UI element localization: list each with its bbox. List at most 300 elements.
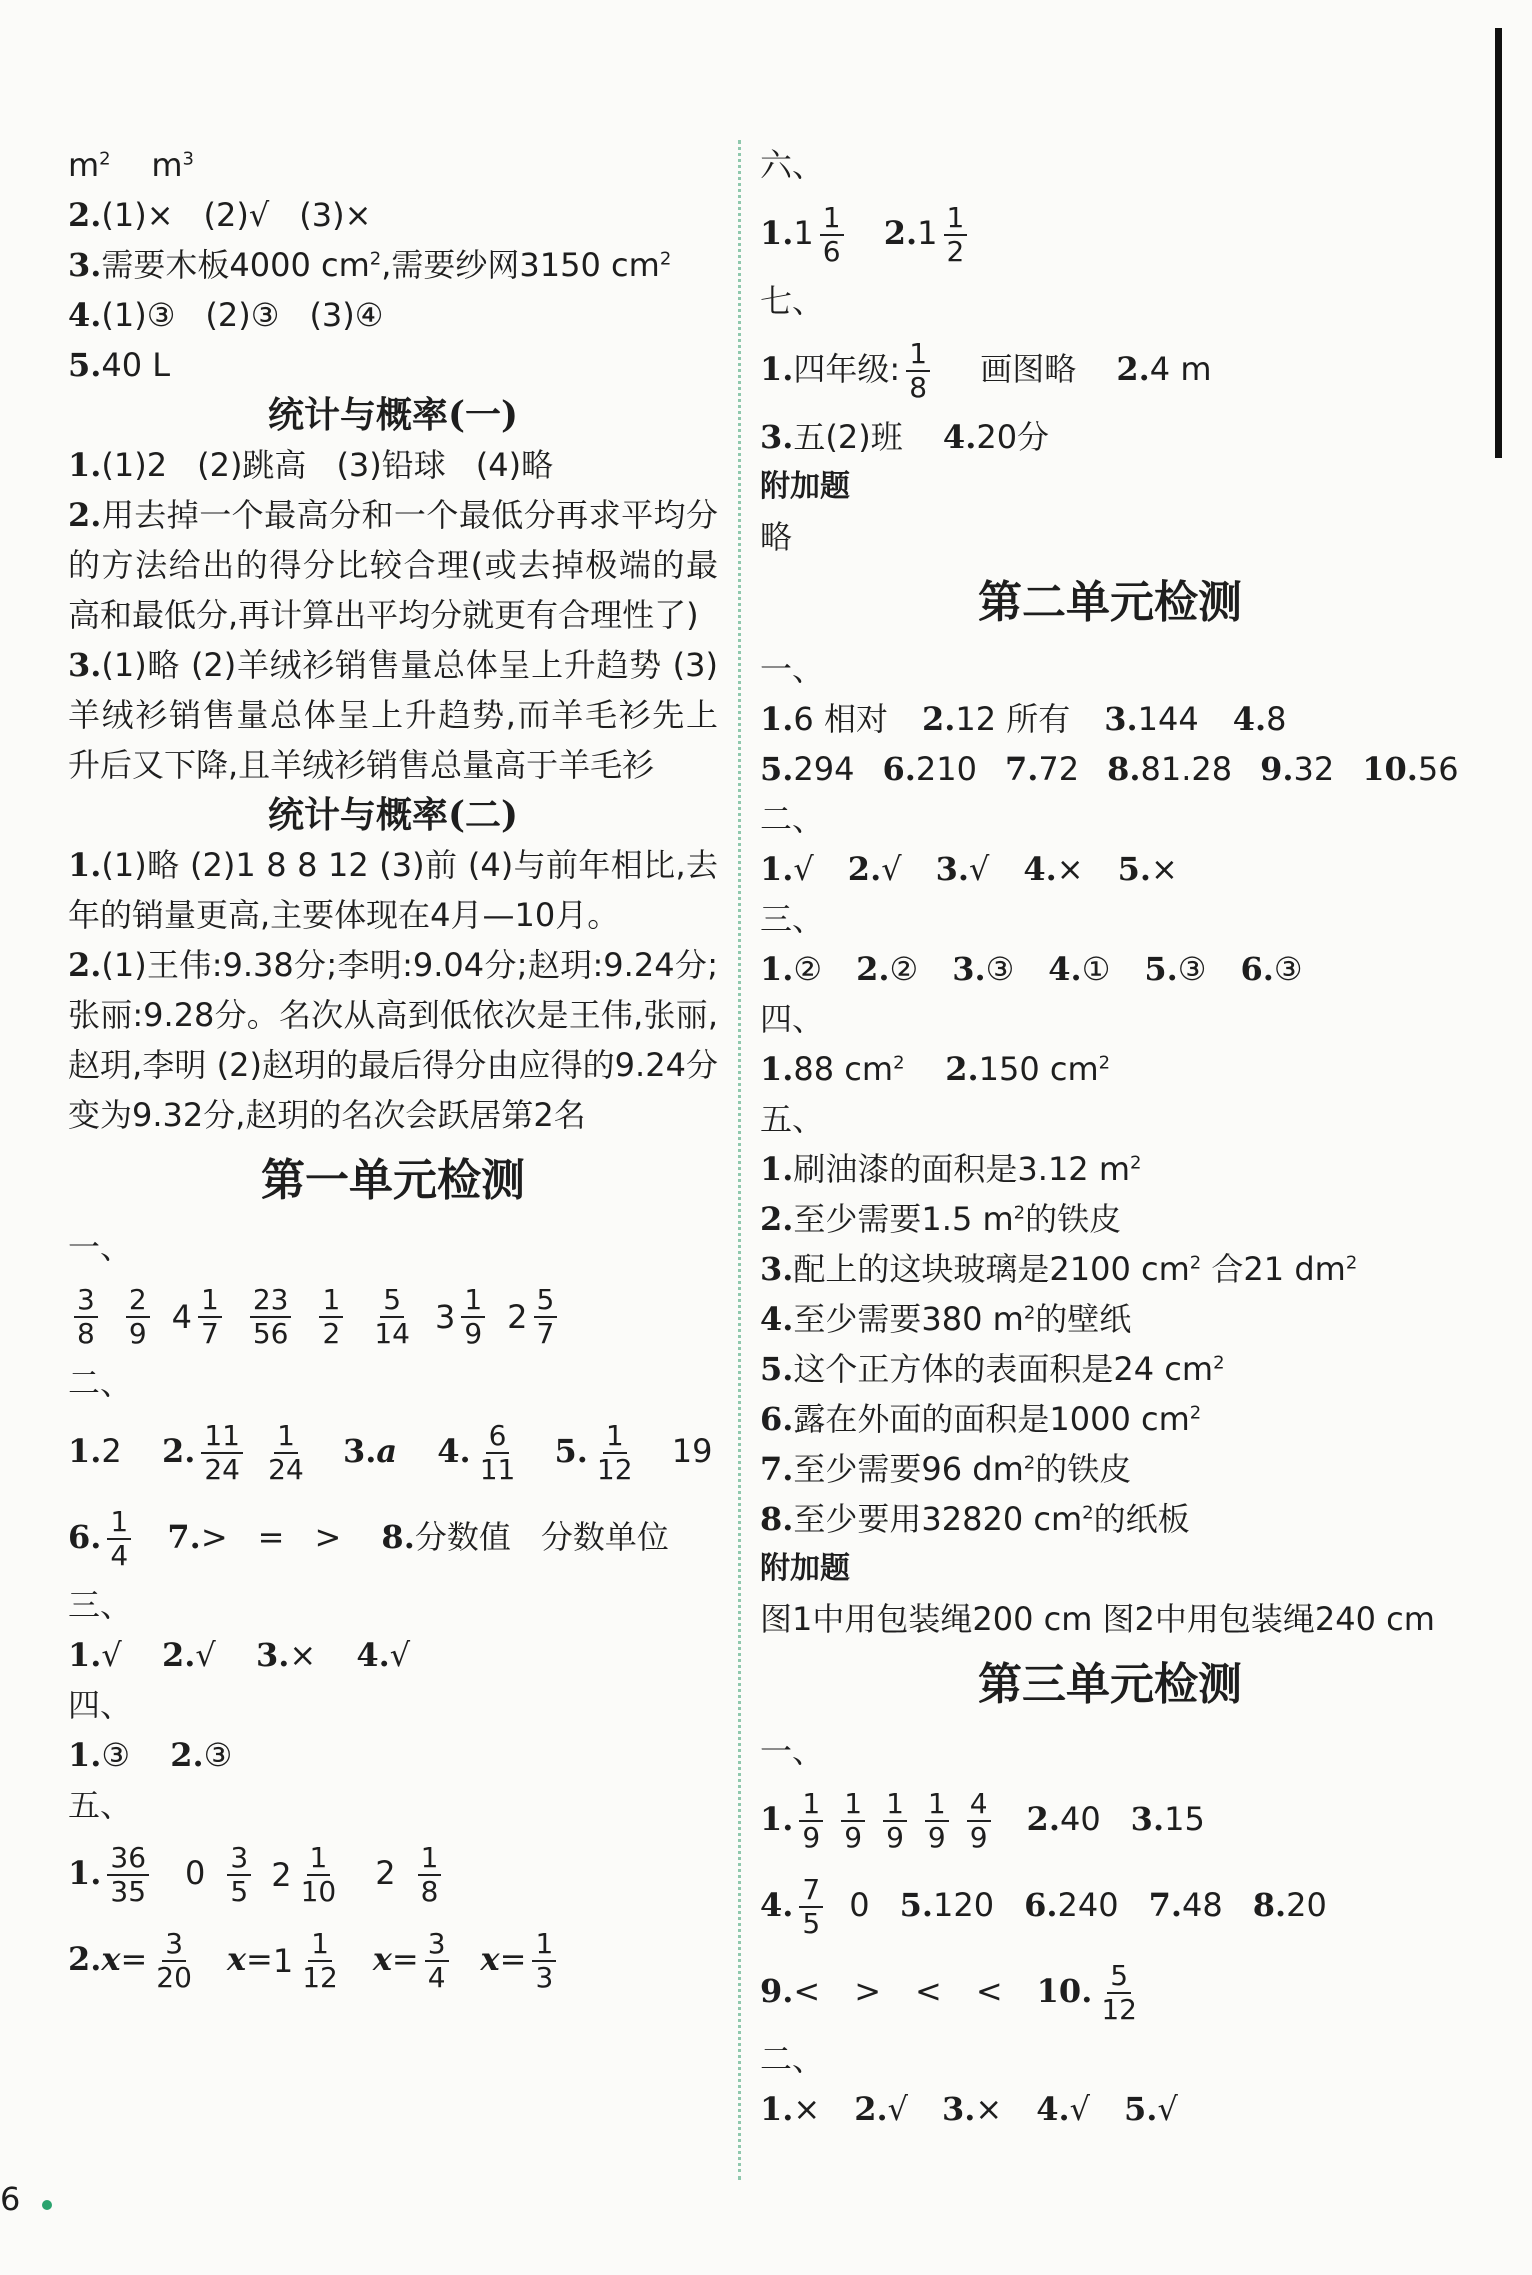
numerator: 1 [319,1284,343,1318]
text: 用去掉一个最高分和一个最低分再求平均分的方法给出的得分比较合理(或去掉极端的最高和最低分,再计算出平均分就更有合理性了) [68,496,718,634]
text: 1 [820,202,844,236]
item-answer: × [1056,850,1084,888]
page-edge-bar [1495,28,1502,458]
numerator: 1 [799,1788,823,1822]
fraction [412,1830,448,1916]
answer-line [760,2084,1460,2134]
text: 3. [68,646,102,684]
item-answer: 294 [793,750,855,788]
fraction-row [68,1408,718,1494]
answer-line [68,1730,718,1780]
part-label: 五、 [68,1786,133,1824]
superscript: 2 [1082,1502,1094,1524]
numerator: 1 [883,1788,907,1822]
item-answer: 210 [915,750,977,788]
text: 分数单位 [540,1518,669,1556]
whole-part: 2 [507,1298,528,1336]
item-number: 3. [1130,1800,1165,1838]
part-label: 四、 [760,1000,825,1038]
answer-line [68,190,718,240]
denominator: 35 [110,1875,147,1908]
answer-line [68,340,718,390]
numerator: 5 [380,1284,404,1318]
text: 6. [68,1518,102,1556]
fraction [419,1916,455,2002]
text: 4. [356,1636,390,1674]
fraction [461,1284,485,1350]
text: 2. [68,496,102,534]
item-number: 5. [1117,850,1152,888]
numerator: 1 [532,1928,556,1962]
text: 5. [68,346,102,384]
part-label: 二、 [760,800,825,838]
text: 1 [793,214,814,252]
fraction [799,1788,823,1854]
item-answer: 144 [1137,700,1199,738]
item-answer: 48 [1181,1886,1223,1924]
denominator: 8 [420,1875,439,1908]
superscript: 2 [1023,1452,1036,1474]
part-label: 一、 [760,650,825,688]
numerator: 1 [198,1284,222,1318]
item-answer: 的铁皮 [1035,1450,1132,1488]
fraction [425,1928,449,1994]
whole-part: 1 [272,1942,294,1980]
text: 11 [201,1420,243,1454]
fraction [526,1916,562,2002]
text: 3. [342,1432,377,1470]
comparison-sign: > [854,1972,882,2010]
equals-sign: = [391,1940,419,1978]
numerator: 4 [967,1788,991,1822]
fraction [961,1776,997,1862]
text: 1 [274,1420,298,1454]
fraction [1092,1948,1146,2034]
fraction [877,1776,913,1862]
item-answer: √ [969,850,990,888]
denominator: 9 [128,1317,147,1350]
text: 2. [68,196,102,234]
mixed-number [507,1272,563,1360]
fraction [820,202,844,268]
answer-line [760,412,1460,462]
item-answer: 12 所有 [955,700,1071,738]
item-answer: 240 [1057,1886,1119,1924]
part-label: 一、 [68,1228,133,1266]
text: m [151,146,183,184]
text: 1. [68,846,102,884]
comparison-sign: < [793,1972,821,2010]
item-answer: 的纸板 [1093,1500,1190,1538]
text: 2. [945,1050,979,1088]
text: 8 [909,371,928,404]
item-answer: √ [1069,2090,1091,2128]
text: 2 [893,1052,905,1074]
numerator: 5 [1107,1960,1131,1994]
item-answer: √ [887,2090,909,2128]
text: 2. [161,1432,196,1470]
item-number: 2. [1026,1800,1060,1838]
item-answer: 20 [1286,1886,1327,1924]
superscript: 2 [1189,1252,1202,1274]
variable: x [101,1940,121,1978]
item-number: 2. [847,850,882,888]
numerator: 36 [107,1842,149,1876]
text: 五(2)班 [793,418,903,456]
text: 4. [942,418,977,456]
item-number: 2. [921,700,956,738]
part-label: 六、 [760,146,825,184]
part-label: 四、 [68,1686,133,1724]
item-answer: ③ [985,950,1015,988]
text: 1 [107,1506,131,1540]
text: 2. [68,946,102,984]
text: (3)× [299,196,372,234]
item-answer: ② [889,950,919,988]
item-answer: ③ [1273,950,1303,988]
text: 12 [596,1453,633,1486]
text: 四年级: [793,350,901,388]
answer-line [760,844,1460,894]
numerator: 23 [250,1284,292,1318]
superscript: 2 [1213,1352,1225,1374]
item-answer: 81.28 [1140,750,1233,788]
text: 150 cm [978,1050,1099,1088]
item-number: 2. [856,950,890,988]
fraction [925,1788,949,1854]
answer-line [760,1144,1460,1194]
answer-paragraph [68,940,718,1140]
denominator: 2 [322,1317,341,1350]
text: 3. [255,1636,290,1674]
text: (3)④ [309,296,384,334]
item-answer: 合21 dm [1201,1250,1346,1288]
text: √ [389,1636,411,1674]
text: 2 [1098,1052,1111,1074]
superscript: 2 [1189,1402,1202,1424]
numerator: 1 [925,1788,949,1822]
item-number: 8. [760,1500,794,1538]
numerator: 1 [307,1842,331,1876]
item-answer: × [1151,850,1178,888]
numerator: 3 [425,1928,449,1962]
fraction [906,338,930,404]
denominator: 8 [77,1317,95,1350]
text: 1. [760,350,794,388]
item-answer: ② [793,950,823,988]
item-number: 1. [68,1854,102,1892]
text: 6 [486,1420,510,1454]
item-number: 1. [760,850,794,888]
text: 1 [603,1420,627,1454]
text: (1)③ [101,296,176,334]
answer-line [760,1444,1460,1494]
item-number: 2. [760,1200,794,1238]
item-number: 10. [1036,1972,1093,2010]
answer-line [760,1494,1460,1544]
fraction [841,1788,865,1854]
numerator: 1 [461,1284,485,1318]
text: 4 m [1149,350,1212,388]
section-heading: 统计与概率(二) [267,794,519,836]
text: 2 [946,235,965,268]
fraction [319,1284,343,1350]
answer-paragraph [68,840,718,940]
item-number: 6. [1240,950,1274,988]
answer-line [760,694,1460,744]
item-answer: 6 相对 [793,700,888,738]
item-answer: ③ [1177,950,1207,988]
denominator: 20 [156,1961,192,1994]
answer-line [760,1044,1460,1094]
fraction [201,1420,243,1486]
text: 1. [68,446,102,484]
item-answer: 至少需要96 dm [793,1450,1024,1488]
variable: x [480,1940,500,1978]
item-number: 3. [760,1250,794,1288]
fraction [126,1284,150,1350]
item-number: 7. [1148,1886,1182,1924]
fraction [101,1830,155,1916]
answer-line [760,944,1460,994]
answer-line [760,1194,1460,1244]
item-number: 3. [935,850,969,888]
item-number: 4. [760,1886,794,1924]
fraction [198,1284,222,1350]
text: 8. [381,1518,415,1556]
denominator: 4 [427,1961,446,1994]
whole-part: 4 [171,1298,193,1336]
fraction [298,1842,340,1908]
part-label: 二、 [68,1364,133,1402]
fraction [250,1284,292,1350]
numerator: 5 [534,1284,558,1318]
fraction [147,1916,201,2002]
fraction [68,1272,104,1358]
answer-line [760,744,1460,794]
answer-paragraph [68,490,718,640]
comparison-sign: < [975,1972,1003,2010]
item-number: 3. [1104,700,1138,738]
numerator: 7 [799,1874,823,1908]
numerator: 3 [227,1842,251,1876]
item-answer: 2 [375,1854,396,1892]
bonus-label: 附加题 [760,469,850,504]
denominator: 9 [886,1821,904,1854]
item-number: 1. [760,1150,794,1188]
text: 分数值 [414,1518,511,1556]
text: 1 [944,202,968,236]
text: 11 [479,1453,516,1486]
item-answer: ① [1081,950,1111,988]
fraction [365,1272,419,1358]
item-number: 10. [1362,750,1418,788]
page-number: 6 [0,2180,21,2218]
item-answer: 配上的这块玻璃是2100 cm [793,1250,1190,1288]
item-answer: 至少需要380 m [793,1300,1024,1338]
text: (2)√ [203,196,270,234]
text: 40 L [101,346,171,384]
text: 20分 [976,418,1050,456]
fraction [477,1420,519,1486]
text: (3)铅球 [336,446,446,484]
item-number: 1. [760,950,794,988]
item-number: 3. [952,950,986,988]
item-answer: 72 [1038,750,1080,788]
answer-line [760,1294,1460,1344]
bonus-label: 附加题 [760,1551,850,1586]
text: 4 [110,1539,129,1572]
text: > [314,1518,342,1556]
denominator: 14 [374,1317,410,1350]
text: 6 [822,235,841,268]
denominator: 56 [252,1317,289,1350]
text: √ [101,1636,122,1674]
equals-sign: = [499,1940,527,1978]
denominator: 9 [844,1821,863,1854]
fraction [534,1284,558,1350]
whole-part: 2 [271,1856,292,1894]
answer-line: 略 [760,518,793,556]
fraction [1098,1960,1140,2026]
text: 24 [268,1453,304,1486]
item-answer: 15 [1164,1800,1205,1838]
superscript: 2 [1345,1252,1358,1274]
answer-list [760,1144,1460,1544]
fraction [418,1842,442,1908]
text: (1)王伟:9.38分;李明:9.04分;赵玥:9.24分;张丽:9.28分。名次从高到低依次是王伟,张丽,赵玥,李明 (2)赵玥的最后得分由应得的9.24分变为9.32分,赵玥的名次会跃居第2名 [68,946,718,1134]
fraction [153,1928,195,1994]
text: √ [195,1636,216,1674]
item-answer: 32 [1293,750,1335,788]
fraction-row [68,1916,718,2002]
item-number: 3. [942,2090,976,2128]
fraction [107,1506,131,1572]
item-number: 4. [760,1300,794,1338]
answer-line [68,440,718,490]
item-number: 5. [760,1350,794,1388]
item-number: 7. [1004,750,1039,788]
denominator: 10 [300,1875,337,1908]
item-answer: × [975,2090,1003,2128]
text: (1)略 (2)羊绒衫销售量总体呈上升趋势 (3)羊绒衫销售量总体呈上升趋势,而羊毛衫先上升后又下降,且羊绒衫销售总量高于羊毛衫 [68,646,718,784]
text: 3. [760,418,794,456]
text: ③ [203,1736,233,1774]
item-answer: × [793,2090,821,2128]
item-number: 9. [760,1972,794,2010]
item-number: 6. [882,750,916,788]
item-answer: 露在外面的面积是1000 cm [793,1400,1190,1438]
text: m [68,146,100,184]
text: 88 cm [793,1050,894,1088]
fraction [299,1928,341,1994]
whole-part: 3 [434,1298,456,1336]
text: 1. [68,1636,102,1674]
variable: x [226,1940,247,1978]
item-number: 1. [760,700,794,738]
mixed-number [273,1916,347,2004]
units-line [68,140,718,190]
text: 画图略 [980,350,1077,388]
numerator: 3 [74,1284,98,1318]
part-label: 三、 [760,900,825,938]
item-answer: 至少需要1.5 m [793,1200,1014,1238]
mixed-number [435,1272,491,1360]
superscript: 2 [1023,1302,1036,1324]
item-number: 5. [899,1886,933,1924]
fraction-row [760,1948,1460,2034]
fraction [883,1788,907,1854]
mixed-number [172,1272,228,1360]
item-number: 7. [760,1450,794,1488]
text: 1. [760,1050,794,1088]
fraction [371,1284,413,1350]
item-number: 1. [760,1800,794,1838]
answer-line [68,290,718,340]
text: 2. [170,1736,204,1774]
fraction-row [760,326,1460,412]
text: 2 [369,248,382,270]
item-number: 4. [1048,950,1082,988]
fraction-row [68,1494,718,1580]
text: > [200,1518,228,1556]
text: 2. [883,214,918,252]
item-number: 6. [760,1400,794,1438]
fraction-row [760,1862,1460,1948]
item-number: 1. [760,2090,794,2128]
text: 4. [68,296,102,334]
item-answer: 8 [1266,700,1287,738]
fraction [944,202,968,268]
part-label: 二、 [760,2040,825,2078]
text: (1)× [101,196,174,234]
fraction [227,1842,251,1908]
part-label: 七、 [760,282,825,320]
item-answer: √ [1157,2090,1178,2128]
mixed-number [271,1830,345,1918]
denominator: 5 [230,1875,249,1908]
left-column [68,140,718,2002]
text: 1. [68,1736,102,1774]
text: 1 [906,338,930,372]
answer-line [68,240,718,290]
text: 3. [68,246,102,284]
answer-paragraph: 图1中用包装绳200 cm 图2中用包装绳240 cm [760,1600,1435,1638]
answer-line [68,1630,718,1680]
item-number: 4. [1036,2090,1070,2128]
item-answer: 120 [933,1886,995,1924]
text: 1 [917,214,938,252]
item-number: 8. [1252,1886,1287,1924]
text: (1)2 [101,446,168,484]
item-number: 4. [1023,850,1057,888]
answer-paragraph [68,640,718,790]
fraction-row [68,1272,718,1358]
text: (2)跳高 [197,446,307,484]
variable: x [372,1940,392,1978]
text: (1)略 (2)1 8 8 12 (3)前 (4)与前年相比,去年的销量更高,主要体现在4月—10月。 [68,846,718,934]
part-label: 五、 [760,1100,825,1138]
item-number: 9. [1260,750,1294,788]
text: ③ [101,1736,131,1774]
item-answer: 至少要用32820 cm [793,1500,1083,1538]
item-number: 5. [760,750,794,788]
denominator: 12 [302,1961,338,1994]
item-answer: √ [881,850,902,888]
text: 5. [554,1432,588,1470]
text: a [376,1432,398,1470]
page-dot [42,2200,52,2210]
